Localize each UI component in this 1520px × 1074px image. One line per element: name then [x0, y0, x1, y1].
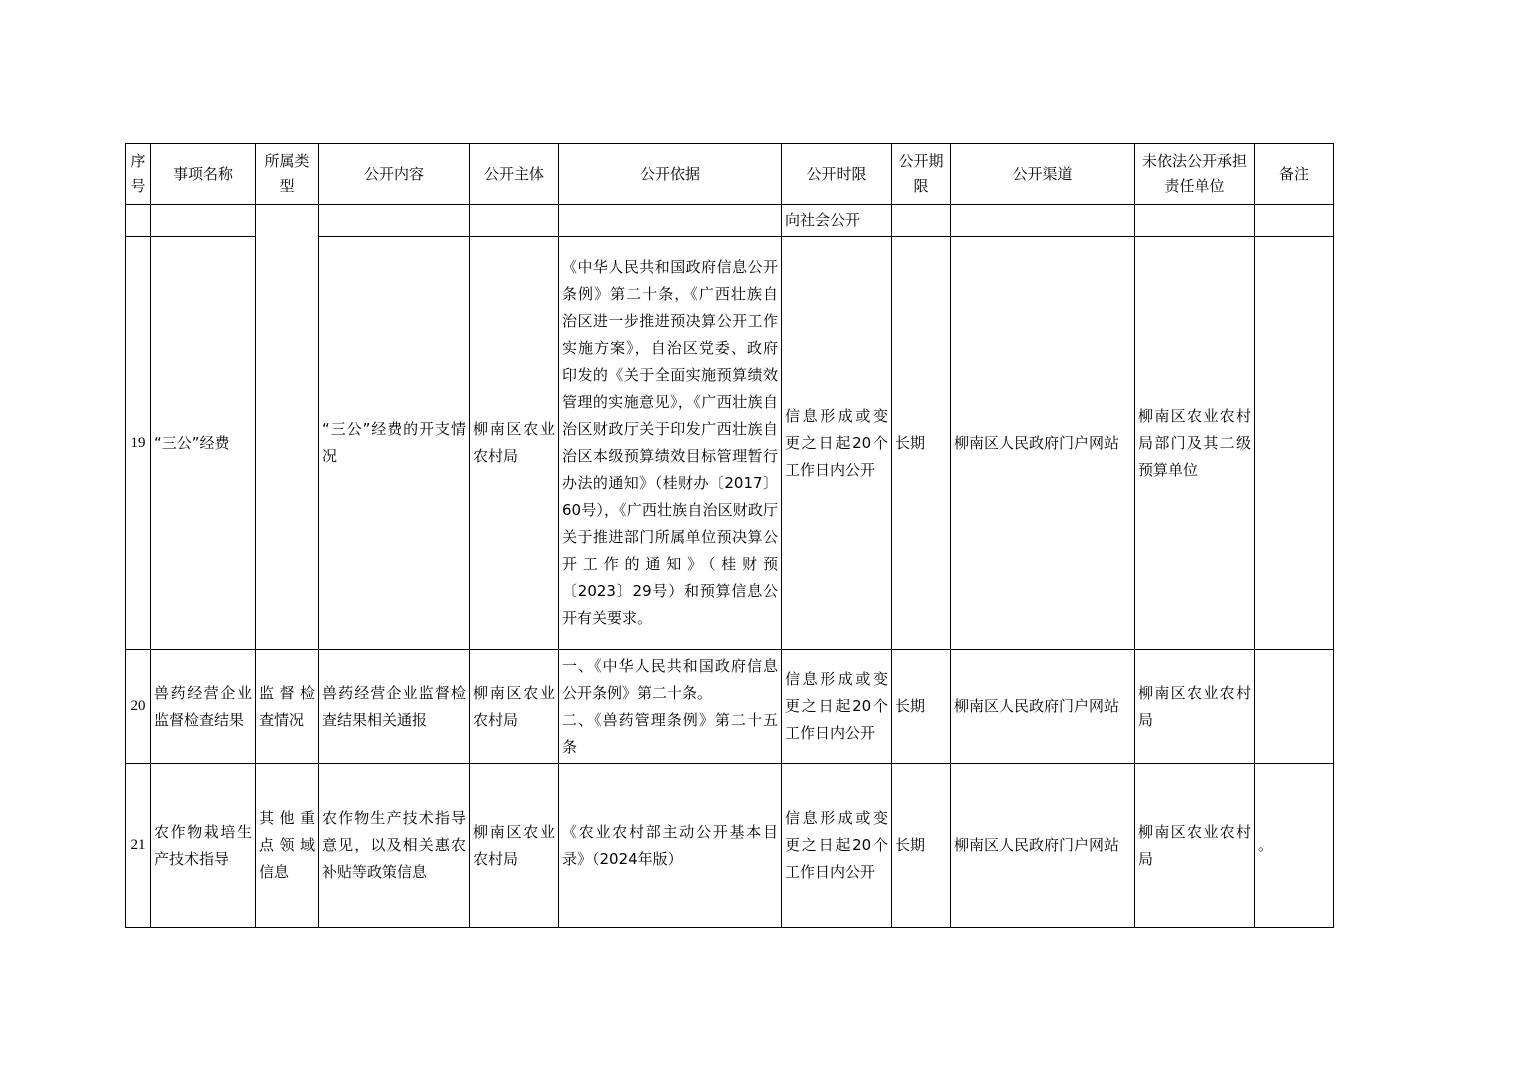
header-subject: 公开主体 — [470, 144, 559, 205]
cell-subject — [470, 205, 559, 237]
cell-name: 兽药经营企业监督检查结果 — [151, 650, 256, 764]
header-seq: 序号 — [126, 144, 151, 205]
cell-time-limit: 信息形成或变更之日起20个工作日内公开 — [782, 237, 892, 650]
cell-basis: 《中华人民共和国政府信息公开条例》第二十条，《广西壮族自治区进一步推进预决算公开工作实施方案》，自治区党委、政府印发的《关于全面实施预算绩效管理的实施意见》，《广西壮族自治区财政厅关于印发广西壮族自治区本级预算绩效目标管理暂行办法的通知》（桂财办〔2017〕60号），《广西壮族自治区财政厅关于推进部门所属单位预决算公开工作的通知》（桂财预〔2023〕29号）和预算信息公开有关要求。 — [559, 237, 782, 650]
cell-seq: 21 — [126, 764, 151, 928]
header-row — [126, 144, 1334, 205]
header-content: 公开内容 — [319, 144, 470, 205]
cell-content: “三公”经费的开支情况 — [319, 237, 470, 650]
cell-remark — [1255, 650, 1334, 764]
cell-period: 长期 — [892, 650, 951, 764]
header-remark: 备注 — [1255, 144, 1334, 205]
basis-line: 二、《兽药管理条例》第二十五条 — [562, 710, 778, 756]
table-row — [126, 764, 1334, 928]
cell-channel: 柳南区人民政府门户网站 — [951, 237, 1135, 650]
cell-remark — [1255, 205, 1334, 237]
cell-responsible: 柳南区农业农村局 — [1135, 650, 1255, 764]
header-responsible: 未依法公开承担责任单位 — [1135, 144, 1255, 205]
cell-time-limit: 向社会公开 — [782, 205, 892, 237]
cell-category: 其他重点领域信息 — [256, 764, 319, 928]
continued-row — [126, 205, 1334, 237]
cell-time-limit: 信息形成或变更之日起20个工作日内公开 — [782, 764, 892, 928]
cell-basis: 《农业农村部主动公开基本目录》（2024年版） — [559, 764, 782, 928]
cell-content: 兽药经营企业监督检查结果相关通报 — [319, 650, 470, 764]
header-basis: 公开依据 — [559, 144, 782, 205]
cell-time-limit: 信息形成或变更之日起20个工作日内公开 — [782, 650, 892, 764]
cell-responsible: 柳南区农业农村局部门及其二级预算单位 — [1135, 237, 1255, 650]
cell-period: 长期 — [892, 237, 951, 650]
cell-period: 长期 — [892, 764, 951, 928]
cell-name — [151, 205, 256, 237]
cell-content — [319, 205, 470, 237]
cell-channel: 柳南区人民政府门户网站 — [951, 764, 1135, 928]
cell-subject: 柳南区农业农村局 — [470, 650, 559, 764]
cell-subject: 柳南区农业农村局 — [470, 237, 559, 650]
cell-basis — [559, 650, 782, 764]
cell-channel: 柳南区人民政府门户网站 — [951, 650, 1135, 764]
cell-remark — [1255, 237, 1334, 650]
cell-basis — [559, 205, 782, 237]
header-name: 事项名称 — [151, 144, 256, 205]
header-category: 所属类型 — [256, 144, 319, 205]
cell-name: 农作物栽培生产技术指导 — [151, 764, 256, 928]
cell-subject: 柳南区农业农村局 — [470, 764, 559, 928]
header-period: 公开期限 — [892, 144, 951, 205]
basis-line: 一、《中华人民共和国政府信息公开条例》第二十条。 — [562, 656, 778, 702]
cell-name: “三公”经费 — [151, 237, 256, 650]
header-time-limit: 公开时限 — [782, 144, 892, 205]
cell-seq: 19 — [126, 237, 151, 650]
cell-content: 农作物生产技术指导意见，以及相关惠农补贴等政策信息 — [319, 764, 470, 928]
disclosure-table — [125, 143, 1334, 928]
cell-period — [892, 205, 951, 237]
cell-category-merged — [256, 205, 319, 650]
cell-channel — [951, 205, 1135, 237]
cell-category: 监督检查情况 — [256, 650, 319, 764]
cell-seq — [126, 205, 151, 237]
cell-remark: 。 — [1255, 764, 1334, 928]
cell-responsible: 柳南区农业农村局 — [1135, 764, 1255, 928]
cell-responsible — [1135, 205, 1255, 237]
header-channel: 公开渠道 — [951, 144, 1135, 205]
cell-seq: 20 — [126, 650, 151, 764]
table-row — [126, 650, 1334, 764]
